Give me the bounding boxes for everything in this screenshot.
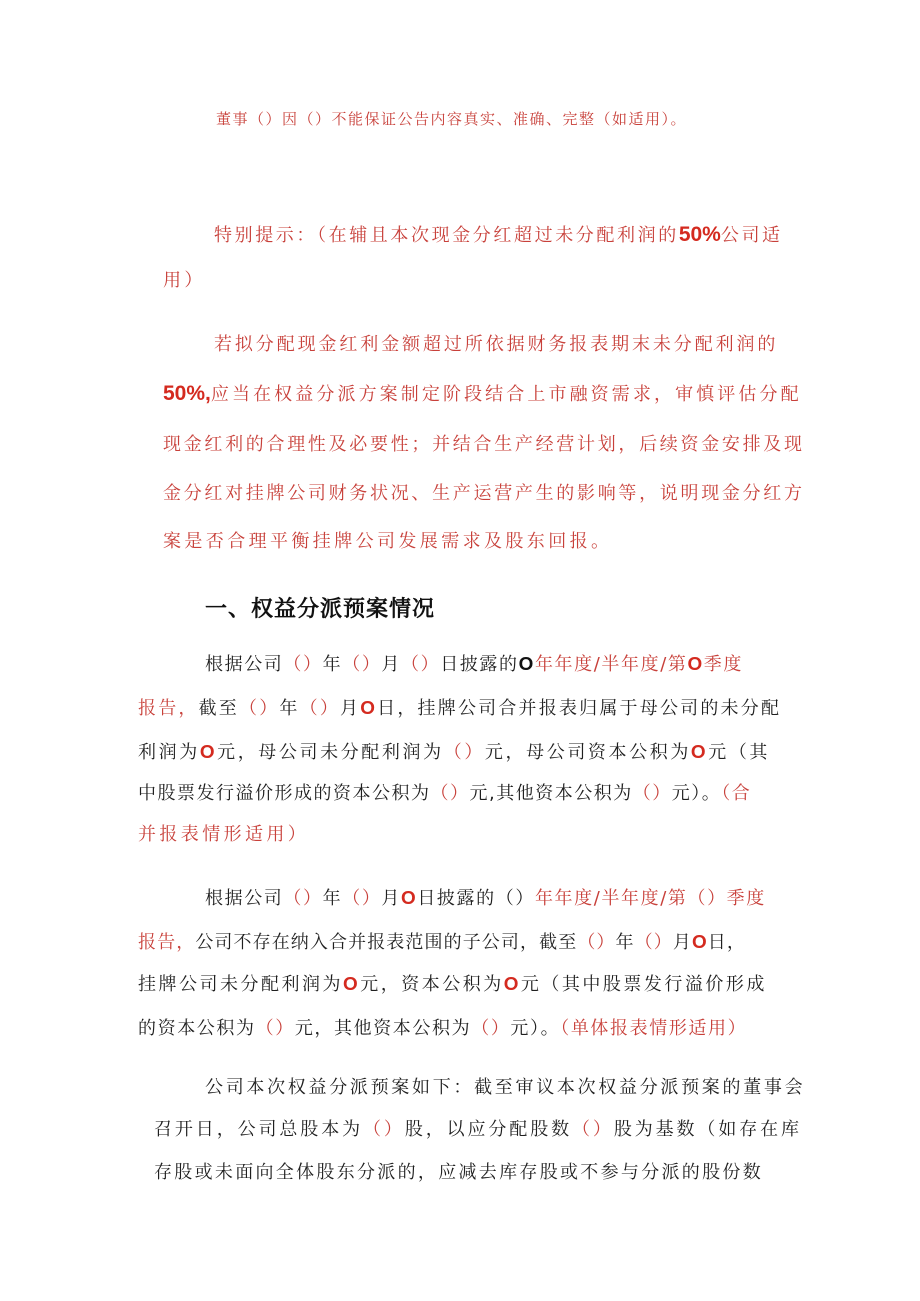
placeholder-circle: O <box>343 974 361 995</box>
standalone-line2 <box>138 928 746 954</box>
standalone-line1 <box>205 884 766 910</box>
standalone-line4 <box>138 1014 747 1040</box>
placeholder: （） <box>299 698 341 719</box>
placeholder-circle: O <box>503 974 521 995</box>
consolidated-line5: 并报表情形适用） <box>138 824 310 845</box>
text: 根据公司 <box>205 654 284 675</box>
text: 元,其他资本公积为 <box>469 783 633 804</box>
placeholder-circle: O <box>518 654 535 675</box>
director-note: 董事（）因（）不能保证公告内容真实、准确、完整（如适用）。 <box>216 110 688 128</box>
placeholder: （） <box>495 888 535 909</box>
placeholder: （） <box>572 1119 614 1140</box>
plan-line2 <box>154 1115 802 1141</box>
placeholder-circle: O <box>691 932 708 953</box>
text: 日披露的 <box>440 654 519 675</box>
placeholder: （） <box>430 783 470 804</box>
text: 元，母公司资本公积为 <box>484 742 691 763</box>
warning-line2 <box>163 380 802 406</box>
text: 报告， <box>138 698 199 719</box>
text: 元）。 <box>510 1018 561 1039</box>
text: （合 <box>721 783 752 804</box>
text: 年年度/半年度/第 <box>534 888 688 909</box>
placeholder: （） <box>632 783 672 804</box>
placeholder-circle: O <box>687 654 704 675</box>
text: 的资本公积为 <box>138 1018 256 1039</box>
text: 年年度/半年度/第 <box>534 654 688 675</box>
text: 年 <box>615 932 635 953</box>
section-heading: 一、权益分派预案情况 <box>205 597 436 622</box>
special-hint-line1 <box>214 221 783 247</box>
placeholder-circle: O <box>401 888 418 909</box>
text: 中股票发行溢价形成的资本公积为 <box>138 783 431 804</box>
placeholder: （） <box>255 1018 295 1039</box>
text: 股，以应分配股数 <box>404 1119 573 1140</box>
special-hint-line2: 用） <box>163 270 206 291</box>
text: 召开日，公司总股本为 <box>154 1119 363 1140</box>
text: （单体报表情形适用） <box>560 1018 748 1039</box>
placeholder: （） <box>239 698 280 719</box>
placeholder: （） <box>283 654 323 675</box>
text: 年 <box>279 698 300 719</box>
warning-percent: 50%, <box>163 382 211 405</box>
placeholder: （） <box>363 1119 405 1140</box>
text: 股为基数（如存在库 <box>613 1119 802 1140</box>
placeholder: （） <box>577 932 616 953</box>
text: 月 <box>381 888 402 909</box>
placeholder: （） <box>443 742 485 763</box>
text: 利润为 <box>138 742 200 763</box>
text: 元，母公司未分配利润为 <box>217 742 444 763</box>
text: 根据公司 <box>205 888 284 909</box>
consolidated-line1 <box>205 650 743 676</box>
text: 季度 <box>726 888 766 909</box>
text: 元，其他资本公积为 <box>294 1018 472 1039</box>
text: 报告， <box>138 932 196 953</box>
placeholder-circle: O <box>690 742 709 763</box>
warning-line3: 现金红利的合理性及必要性；并结合生产经营计划，后续资金安排及现 <box>163 434 805 455</box>
text: 元（其 <box>708 742 771 763</box>
placeholder-circle: O <box>360 698 378 719</box>
warning-line1: 若拟分配现金红利金额超过所依据财务报表期末未分配利润的 <box>214 334 779 355</box>
consolidated-line4 <box>138 779 751 805</box>
warning-line5: 案是否合理平衡挂牌公司发展需求及股东回报。 <box>163 531 613 552</box>
text: 元，资本公积为 <box>360 974 504 995</box>
plan-line3: 存股或未面向全体股东分派的，应减去库存股或不参与分派的股份数 <box>154 1162 763 1183</box>
text: 日披露的 <box>417 888 496 909</box>
special-hint-suffix: 公司适 <box>720 225 783 246</box>
special-hint-prefix: 特别提示：（在辅且本次现金分红超过未分配利润的 <box>214 225 679 246</box>
special-hint-percent: 50% <box>678 223 721 246</box>
placeholder: （） <box>342 888 382 909</box>
text: 月 <box>381 654 402 675</box>
text: 日， <box>707 932 746 953</box>
standalone-line3 <box>138 970 767 996</box>
placeholder: （） <box>401 654 441 675</box>
text: 元）。 <box>671 783 722 804</box>
consolidated-line3 <box>138 738 770 764</box>
placeholder: （） <box>471 1018 511 1039</box>
text: 日，挂牌公司合并报表归属于母公司的未分配 <box>377 698 782 719</box>
text: 元（其中股票发行溢价形成 <box>520 974 767 995</box>
text: 截至 <box>198 698 240 719</box>
plan-line1: 公司本次权益分派预案如下：截至审议本次权益分派预案的董事会 <box>205 1077 806 1098</box>
warning-line4: 金分红对挂牌公司财务状况、生产运营产生的影响等，说明现金分红方 <box>163 483 805 504</box>
text: 公司不存在纳入合并报表范围的子公司，截至 <box>195 932 578 953</box>
placeholder: （） <box>342 654 382 675</box>
placeholder-circle: O <box>199 742 218 763</box>
text: 季度 <box>703 654 743 675</box>
placeholder: （） <box>283 888 323 909</box>
placeholder: （） <box>634 932 673 953</box>
text: 年 <box>322 654 343 675</box>
placeholder: （） <box>687 888 727 909</box>
consolidated-line2 <box>138 694 781 720</box>
text: 月 <box>340 698 361 719</box>
text: 年 <box>322 888 343 909</box>
text: 月 <box>672 932 692 953</box>
text: 挂牌公司未分配利润为 <box>138 974 343 995</box>
warning-line2-text: 应当在权益分派方案制定阶段结合上市融资需求，审慎评估分配 <box>210 384 802 405</box>
